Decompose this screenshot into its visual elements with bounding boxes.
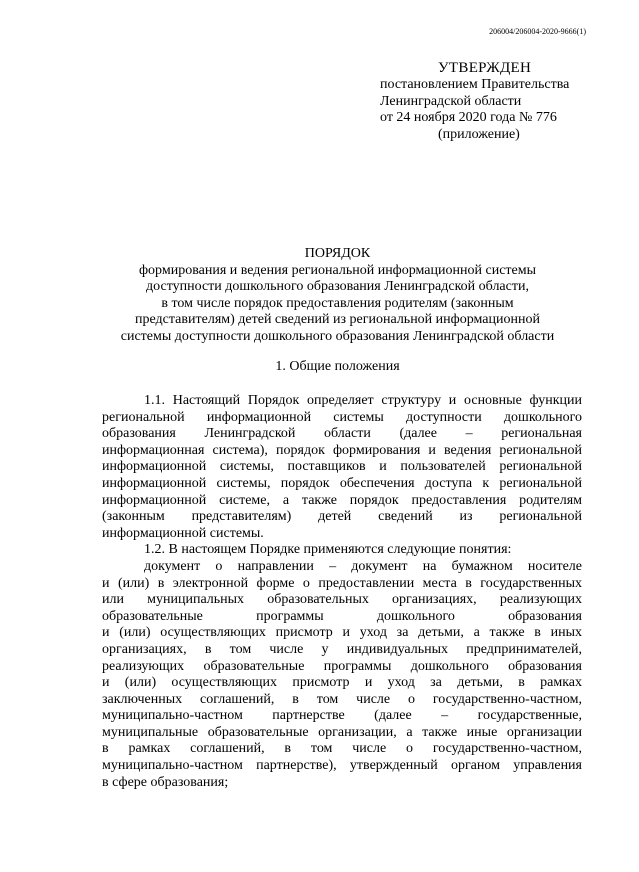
section-heading: 1. Общие положения [275,359,400,374]
body-line: в рамках соглашений, в том числе о государственно-частном, [102,741,582,757]
body-line: региональной информационной системы доступности дошкольного [102,409,582,425]
body-line: реализующих образовательные программы дошкольного образования [102,658,582,674]
approval-line: Ленинградской области [380,93,522,109]
approval-block [380,60,569,143]
body-line: 1.2. В настоящем Порядке применяются следующие понятия: [144,542,512,558]
body-line: и (или) осуществляющих присмотр и уход за детьми, а также в иных [102,625,582,641]
approval-title: УТВЕРЖДЕН [438,60,532,76]
body-line: образовательные программы дошкольного образования [102,608,582,624]
body-line: информационной системы, поставщиков и пользователей региональной [102,459,582,475]
body-line: образования Ленинградской области (далее – региональная [102,426,582,442]
body-line: или муниципальных образовательных организациях, реализующих [102,592,582,608]
body-line: организациях, в том числе у индивидуальных предпринимателей, [102,641,582,657]
body-line: информационной системе, а также порядок предоставления родителям [102,492,582,508]
order-title-line: доступности дошкольного образования Ленинградской области, [146,279,529,294]
order-title-line: представителям) детей сведений из региональной информационной [135,312,540,327]
body-line: и (или) осуществляющих присмотр и уход за детьми, в рамках [102,675,582,691]
approval-line: от 24 ноября 2020 года № 776 [380,110,557,126]
body-line: заключенных соглашений, в том числе о государственно-частном, [102,691,582,707]
body-line: информационная система), порядок формирования и ведения региональной [102,442,582,458]
body-line: 1.1. Настоящий Порядок определяет структуру и основные функции [144,393,582,408]
body-line: муниципально-частном партнерстве (далее – государственные, [102,708,582,724]
order-title [100,246,575,345]
document-body [102,393,582,791]
body-line: информационной системы, порядок обеспечения доступа к региональной [102,475,582,491]
body-line: муниципально-частном партнерстве), утвержденный органом управления [102,758,582,774]
body-line: информационной системы. [102,525,264,541]
document-number: 206004/206004-2020-9666(1) [489,27,586,36]
order-title-line: в том числе порядок предоставления родителям (законным [161,295,514,311]
body-line: и (или) в электронной форме о предоставлении места в государственных [102,575,582,591]
approval-line: постановлением Правительства [380,77,570,93]
body-line: в сфере образования; [102,774,229,790]
body-line: (законным представителям) детей сведений из региональной [102,509,582,525]
order-heading: ПОРЯДОК [304,246,371,261]
approval-line: (приложение) [438,126,520,142]
body-line: муниципальные образовательные организации, а также иные организации [102,724,582,740]
body-line: документ о направлении – документ на бумажном носителе [144,558,582,574]
order-title-line: системы доступности дошкольного образования Ленинградской области [120,328,555,344]
order-title-line: формирования и ведения региональной информационной системы [138,262,537,278]
